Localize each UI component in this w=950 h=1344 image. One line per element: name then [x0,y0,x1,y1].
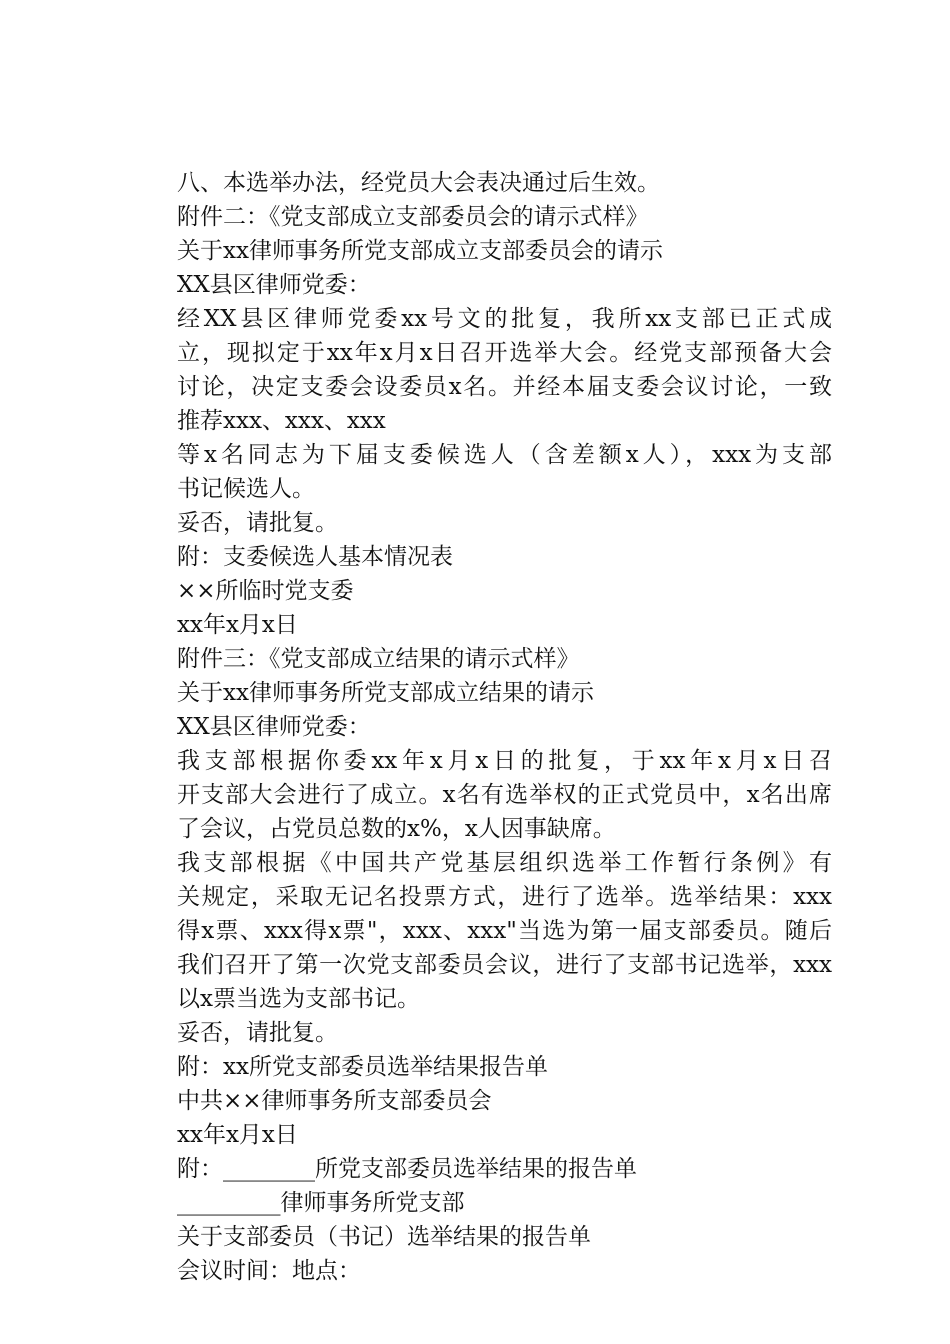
text-line: 等x名同志为下届支委候选人（含差额x人），xxx为支部 [177,442,832,468]
text-line: 开支部大会进行了成立。x名有选举权的正式党员中，x名出席 [177,782,832,808]
text-line: 八、本选举办法，经党员大会表决通过后生效。 [177,170,660,196]
text-line: XX县区律师党委： [177,272,371,298]
text-line: 立，现拟定于xx年x月x日召开选举大会。经党支部预备大会 [177,340,832,366]
text-line: 以x票当选为支部书记。 [177,986,420,1012]
text-line: 妥否，请批复。 [177,510,338,536]
text-line: 我支部根据《中国共产党基层组织选举工作暂行条例》有 [177,850,832,876]
text-line: 我们召开了第一次党支部委员会议，进行了支部书记选举，xxx [177,952,832,978]
text-line: 附：xx所党支部委员选举结果报告单 [177,1054,548,1080]
text-line: XX县区律师党委： [177,714,371,740]
text-line: 我支部根据你委xx年x月x日的批复，于xx年x月x日召 [177,748,832,774]
text-line: 会议时间：地点： [177,1258,361,1284]
text-line: 关于xx律师事务所党支部成立支部委员会的请示 [177,238,663,264]
text-line: 了会议，占党员总数的x%，x人因事缺席。 [177,816,616,842]
text-line: 关于xx律师事务所党支部成立结果的请示 [177,680,594,706]
text-line: 推荐xxx、xxx、xxx [177,408,386,434]
text-line: 附件三：《党支部成立结果的请示式样》 [177,646,580,672]
text-line: 附：________所党支部委员选举结果的报告单 [177,1156,637,1182]
text-line: 中共××律师事务所支部委员会 [177,1088,492,1114]
text-line: _________律师事务所党支部 [177,1190,465,1216]
text-line: 得x票、xxx得x票"，xxx、xxx"当选为第一届支部委员。随后 [177,918,832,944]
text-line: xx年x月x日 [177,1122,298,1148]
text-line: 讨论，决定支委会设委员x名。并经本届支委会议讨论，一致 [177,374,832,400]
text-line: 附：支委候选人基本情况表 [177,544,453,570]
text-line: xx年x月x日 [177,612,298,638]
text-line: 附件二：《党支部成立支部委员会的请示式样》 [177,204,649,230]
document-body [120,166,832,1288]
text-line: 妥否，请批复。 [177,1020,338,1046]
text-line: 关于支部委员（书记）选举结果的报告单 [177,1224,591,1250]
text-line: 关规定，采取无记名投票方式，进行了选举。选举结果：xxx [177,884,832,910]
text-line: 经XX县区律师党委xx号文的批复，我所xx支部已正式成 [177,306,832,332]
text-line: ××所临时党支委 [177,578,354,604]
text-line: 书记候选人。 [177,476,315,502]
